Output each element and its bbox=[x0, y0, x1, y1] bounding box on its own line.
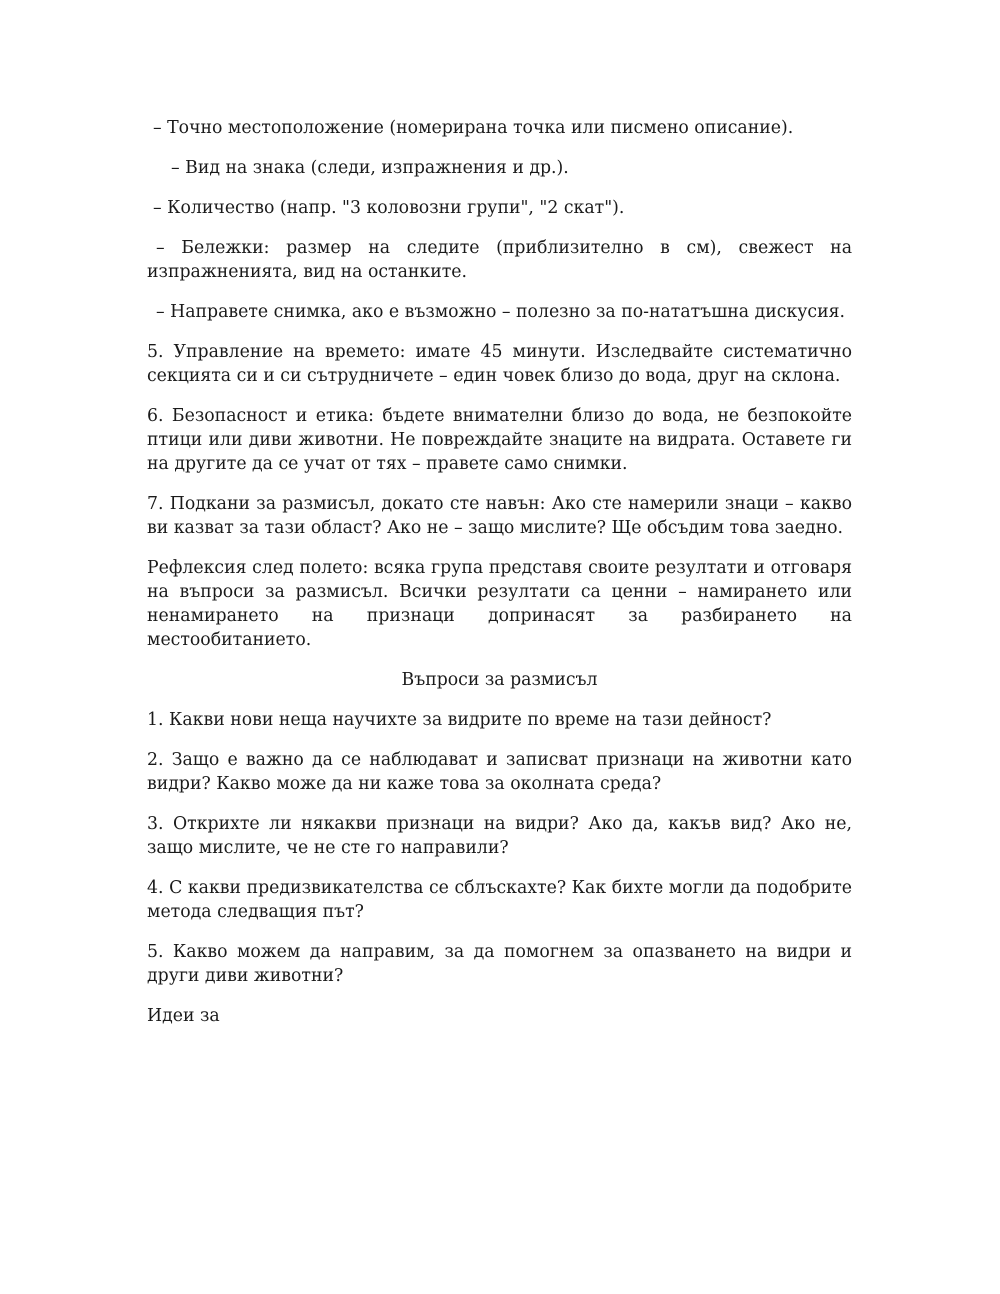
bullet-photo: – Направете снимка, ако е възможно – полезно за по-нататъшна дискусия. bbox=[156, 302, 846, 322]
question-3: 3. Открихте ли някакви признаци на видри? Ако да, какъв вид? Ако не, защо мислите, че не сте го направили? bbox=[147, 814, 852, 858]
bullet-quantity: – Количество (напр. "3 коловозни групи", "2 скат"). bbox=[153, 198, 625, 218]
document-page bbox=[147, 116, 852, 1044]
item-time-management: 5. Управление на времето: имате 45 минути. Изследвайте систематично секцията си и си сътрудничете – един човек близо до вода, друг на склона. bbox=[147, 342, 852, 386]
question-5: 5. Какво можем да направим, за да помогнем за опазването на видри и други диви животни? bbox=[147, 942, 852, 986]
bullet-notes: – Бележки: размер на следите (приблизително в см), свежест на изпражненията, вид на останките. bbox=[147, 238, 852, 282]
question-4: 4. С какви предизвикателства се сблъскахте? Как бихте могли да подобрите метода следващия път? bbox=[147, 878, 852, 922]
bullet-sign-type: – Вид на знака (следи, изпражнения и др.). bbox=[171, 158, 569, 178]
reflection-paragraph: Рефлексия след полето: всяка група представя своите резултати и отговаря на въпроси за размисъл. Всички резултати са ценни – намирането или ненамирането на признаци допринасят за разбирането на местообитанието. bbox=[147, 558, 852, 650]
question-2: 2. Защо е важно да се наблюдават и записват признаци на животни като видри? Какво може да ни каже това за околната среда? bbox=[147, 750, 852, 794]
bullet-location: – Точно местоположение (номерирана точка или писмено описание). bbox=[153, 118, 794, 138]
item-reflection-prompts: 7. Подкани за размисъл, докато сте навън: Ако сте намерили знаци – какво ви казват за тази област? Ако не – защо мислите? Ще обсъдим това заедно. bbox=[147, 494, 852, 538]
item-safety-ethics: 6. Безопасност и етика: бъдете внимателни близо до вода, не безпокойте птици или диви животни. Не повреждайте знаците на видрата. Оставете ги на другите да се учат от тях – правете само снимки. bbox=[147, 406, 852, 474]
questions-heading: Въпроси за размисъл bbox=[401, 670, 598, 690]
question-1: 1. Какви нови неща научихте за видрите по време на тази дейност? bbox=[147, 710, 772, 730]
trailing-text: Идеи за bbox=[147, 1006, 220, 1026]
